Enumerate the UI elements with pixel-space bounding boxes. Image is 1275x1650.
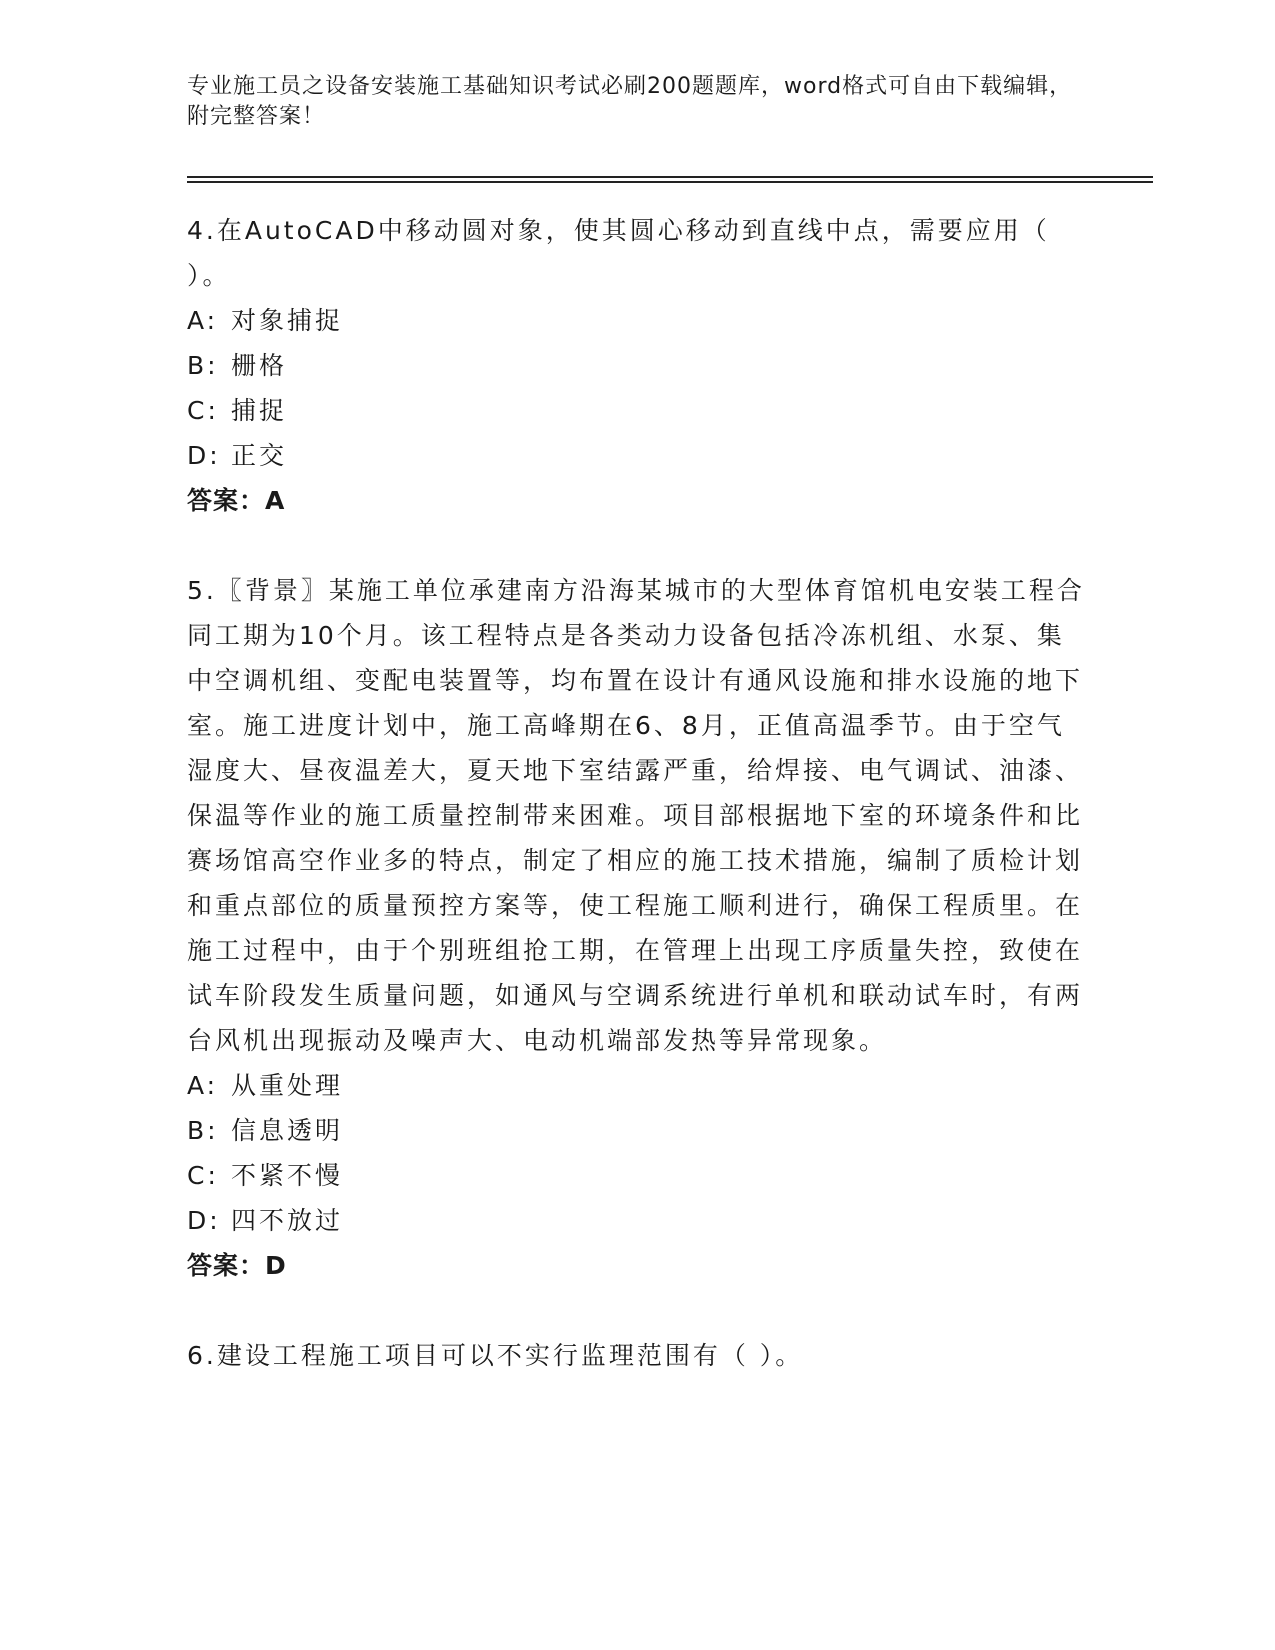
document-header: 专业施工员之设备安装施工基础知识考试必刷200题题库，word格式可自由下载编辑，附完整答案！ (187, 74, 1073, 129)
option-label: D: (187, 1206, 221, 1235)
option-text: 信息透明 (231, 1116, 344, 1145)
option-b (187, 1108, 1087, 1153)
option-text: 从重处理 (231, 1071, 344, 1100)
option-c (187, 388, 1087, 433)
question-stem: 6.建设工程施工项目可以不实行监理范围有（ ）。 (187, 1341, 804, 1370)
spacer (187, 523, 1087, 568)
answer-line: 答案：D (187, 1251, 287, 1280)
option-b (187, 343, 1087, 388)
spacer (187, 1288, 1087, 1333)
option-label: A: (187, 306, 219, 335)
option-text: 正交 (231, 441, 288, 470)
option-label: A: (187, 1071, 219, 1100)
header-divider-bottom (187, 181, 1153, 183)
option-label: B: (187, 351, 219, 380)
question-4 (187, 208, 1087, 523)
option-text: 捕捉 (231, 396, 288, 425)
question-list (187, 208, 1087, 1378)
option-d (187, 1198, 1087, 1243)
header-divider-top (187, 176, 1153, 178)
question-5 (187, 568, 1087, 1288)
option-text: 栅格 (231, 351, 288, 380)
answer-line: 答案：A (187, 486, 286, 515)
option-label: C: (187, 396, 219, 425)
option-label: C: (187, 1161, 219, 1190)
option-a (187, 298, 1087, 343)
option-d (187, 433, 1087, 478)
question-6 (187, 1333, 1087, 1378)
option-a (187, 1063, 1087, 1108)
option-text: 不紧不慢 (231, 1161, 344, 1190)
option-label: B: (187, 1116, 219, 1145)
option-label: D: (187, 441, 221, 470)
option-text: 四不放过 (231, 1206, 344, 1235)
option-text: 对象捕捉 (231, 306, 344, 335)
question-stem: 5.〖背景〗某施工单位承建南方沿海某城市的大型体育馆机电安装工程合同工期为10个月。该工程特点是各类动力设备包括冷冻机组、水泵、集中空调机组、变配电装置等，均布置在设计有通风设施和排水设施的地下室。施工进度计划中，施工高峰期在6、8月，正值高温季节。由于空气湿度大、昼夜温差大，夏天地下室结露严重，给焊接、电气调试、油漆、保温等作业的施工质量控制带来困难。项目部根据地下室的环境条件和比赛场馆高空作业多的特点，制定了相应的施工技术措施，编制了质检计划和重点部位的质量预控方案等，使工程施工顺利进行，确保工程质里。在施工过程中，由于个别班组抢工期，在管理上出现工序质量失控，致使在试车阶段发生质量问题，如通风与空调系统进行单机和联动试车时，有两台风机出现振动及噪声大、电动机端部发热等异常现象。 (187, 576, 1085, 1055)
question-stem: 4.在AutoCAD中移动圆对象，使其圆心移动到直线中点，需要应用（ ）。 (187, 216, 1050, 290)
option-c (187, 1153, 1087, 1198)
